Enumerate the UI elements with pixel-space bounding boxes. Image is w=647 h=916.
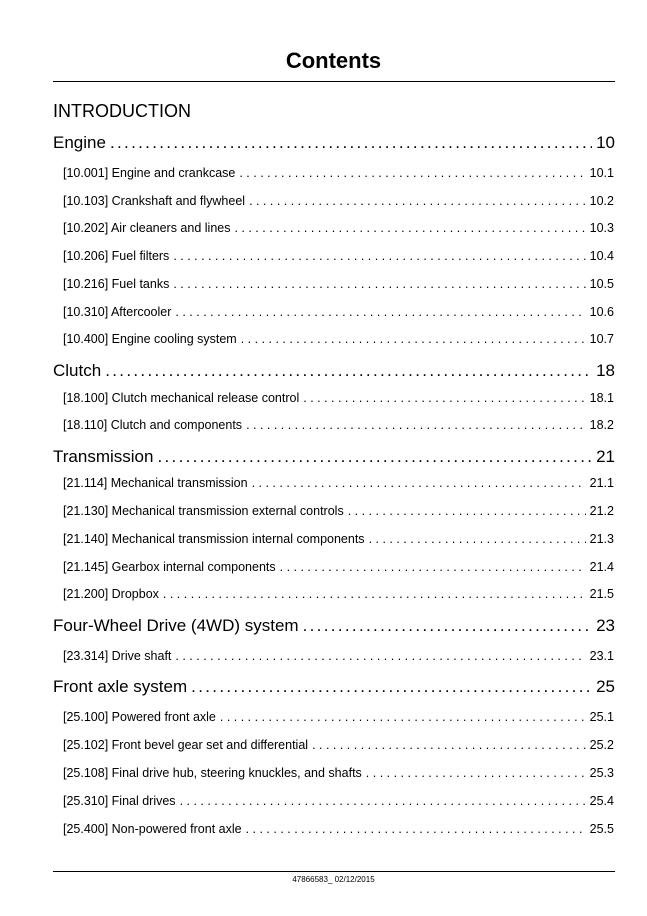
section-title: [10.206] Fuel filters (63, 249, 170, 263)
dot-leader (157, 447, 592, 467)
dot-leader (303, 616, 592, 636)
chapter-page: 18 (596, 361, 615, 380)
section-title: [10.400] Engine cooling system (63, 332, 237, 346)
dot-leader (163, 587, 586, 601)
introduction-heading[interactable]: INTRODUCTION (53, 101, 191, 121)
section-title: [21.130] Mechanical transmission external controls (63, 504, 344, 518)
toc-chapter-front-axle[interactable] (53, 677, 615, 697)
section-title: [10.310] Aftercooler (63, 305, 172, 319)
toc-section[interactable] (63, 532, 614, 546)
toc-section[interactable] (63, 221, 614, 235)
dot-leader (110, 133, 592, 153)
section-title: [21.140] Mechanical transmission internal components (63, 532, 365, 546)
dot-leader (173, 277, 585, 291)
section-page: 10.5 (589, 277, 614, 291)
dot-leader (175, 649, 585, 663)
section-title: [25.310] Final drives (63, 794, 176, 808)
dot-leader (234, 221, 585, 235)
section-page: 10.6 (589, 305, 614, 319)
section-title: [10.216] Fuel tanks (63, 277, 170, 291)
page-title: Contents (285, 48, 382, 73)
toc-section[interactable] (63, 587, 614, 601)
section-page: 21.3 (589, 532, 614, 546)
toc-chapter-4wd[interactable] (53, 616, 615, 636)
dot-leader (303, 391, 585, 405)
dot-leader (241, 332, 586, 346)
toc-section[interactable] (63, 194, 614, 208)
dot-leader (369, 532, 586, 546)
toc-section[interactable] (63, 418, 614, 432)
chapter-title: Engine (53, 133, 106, 152)
toc-section[interactable] (63, 560, 614, 574)
dot-leader (366, 766, 586, 780)
dot-leader (220, 710, 586, 724)
toc-section[interactable] (63, 277, 614, 291)
dot-leader (173, 249, 585, 263)
dot-leader (252, 476, 586, 490)
dot-leader (239, 166, 585, 180)
toc-section[interactable] (63, 710, 614, 724)
section-title: [10.103] Crankshaft and flywheel (63, 194, 246, 208)
section-title: [23.314] Drive shaft (63, 649, 172, 663)
section-title: [25.100] Powered front axle (63, 710, 216, 724)
section-page: 23.1 (589, 649, 614, 663)
toc-section[interactable] (63, 305, 614, 319)
section-page: 18.1 (589, 391, 614, 405)
dot-leader (249, 194, 586, 208)
section-page: 18.2 (589, 418, 614, 432)
toc-section[interactable] (63, 391, 614, 405)
section-page: 25.5 (589, 822, 614, 836)
section-title: [21.145] Gearbox internal components (63, 560, 276, 574)
title-divider (53, 81, 615, 82)
dot-leader (348, 504, 586, 518)
toc-chapter-clutch[interactable] (53, 361, 615, 381)
section-title: [18.100] Clutch mechanical release control (63, 391, 300, 405)
dot-leader (312, 738, 586, 752)
section-page: 21.1 (589, 476, 614, 490)
dot-leader (246, 822, 586, 836)
toc-section[interactable] (63, 166, 614, 180)
toc-section[interactable] (63, 794, 614, 808)
section-page: 10.2 (589, 194, 614, 208)
toc-chapter-transmission[interactable] (53, 447, 615, 467)
chapter-page: 25 (596, 677, 615, 696)
toc-chapter-engine[interactable] (53, 133, 615, 153)
section-page: 25.1 (589, 710, 614, 724)
toc-section[interactable] (63, 766, 614, 780)
toc-section[interactable] (63, 504, 614, 518)
section-title: [10.202] Air cleaners and lines (63, 221, 231, 235)
section-title: [18.110] Clutch and components (63, 418, 243, 432)
section-page: 21.4 (589, 560, 614, 574)
dot-leader (180, 794, 586, 808)
footer-divider (53, 871, 615, 872)
dot-leader (105, 361, 592, 381)
toc-section[interactable] (63, 249, 614, 263)
section-page: 21.5 (589, 587, 614, 601)
toc-section[interactable] (63, 649, 614, 663)
footer-doc-id: 47866583_ 02/12/2015 (292, 875, 375, 884)
chapter-page: 21 (596, 447, 615, 466)
toc-section[interactable] (63, 822, 614, 836)
section-page: 25.4 (589, 794, 614, 808)
chapter-page: 10 (596, 133, 615, 152)
section-page: 10.7 (589, 332, 614, 346)
section-page: 10.1 (589, 166, 614, 180)
chapter-title: Clutch (53, 361, 102, 380)
dot-leader (175, 305, 585, 319)
section-page: 25.2 (589, 738, 614, 752)
section-page: 10.4 (589, 249, 614, 263)
chapter-title: Front axle system (53, 677, 188, 696)
section-title: [10.001] Engine and crankcase (63, 166, 236, 180)
toc-section[interactable] (63, 476, 614, 490)
chapter-page: 23 (596, 616, 615, 635)
dot-leader (280, 560, 586, 574)
toc-section[interactable] (63, 738, 614, 752)
toc-section[interactable] (63, 332, 614, 346)
section-title: [21.200] Dropbox (63, 587, 159, 601)
section-title: [25.108] Final drive hub, steering knuckles, and shafts (63, 766, 362, 780)
chapter-title: Transmission (53, 447, 154, 466)
section-title: [21.114] Mechanical transmission (63, 476, 248, 490)
dot-leader (191, 677, 592, 697)
section-title: [25.400] Non-powered front axle (63, 822, 242, 836)
section-page: 25.3 (589, 766, 614, 780)
section-page: 10.3 (589, 221, 614, 235)
section-title: [25.102] Front bevel gear set and differential (63, 738, 309, 752)
section-page: 21.2 (589, 504, 614, 518)
chapter-title: Four-Wheel Drive (4WD) system (53, 616, 299, 635)
dot-leader (246, 418, 586, 432)
